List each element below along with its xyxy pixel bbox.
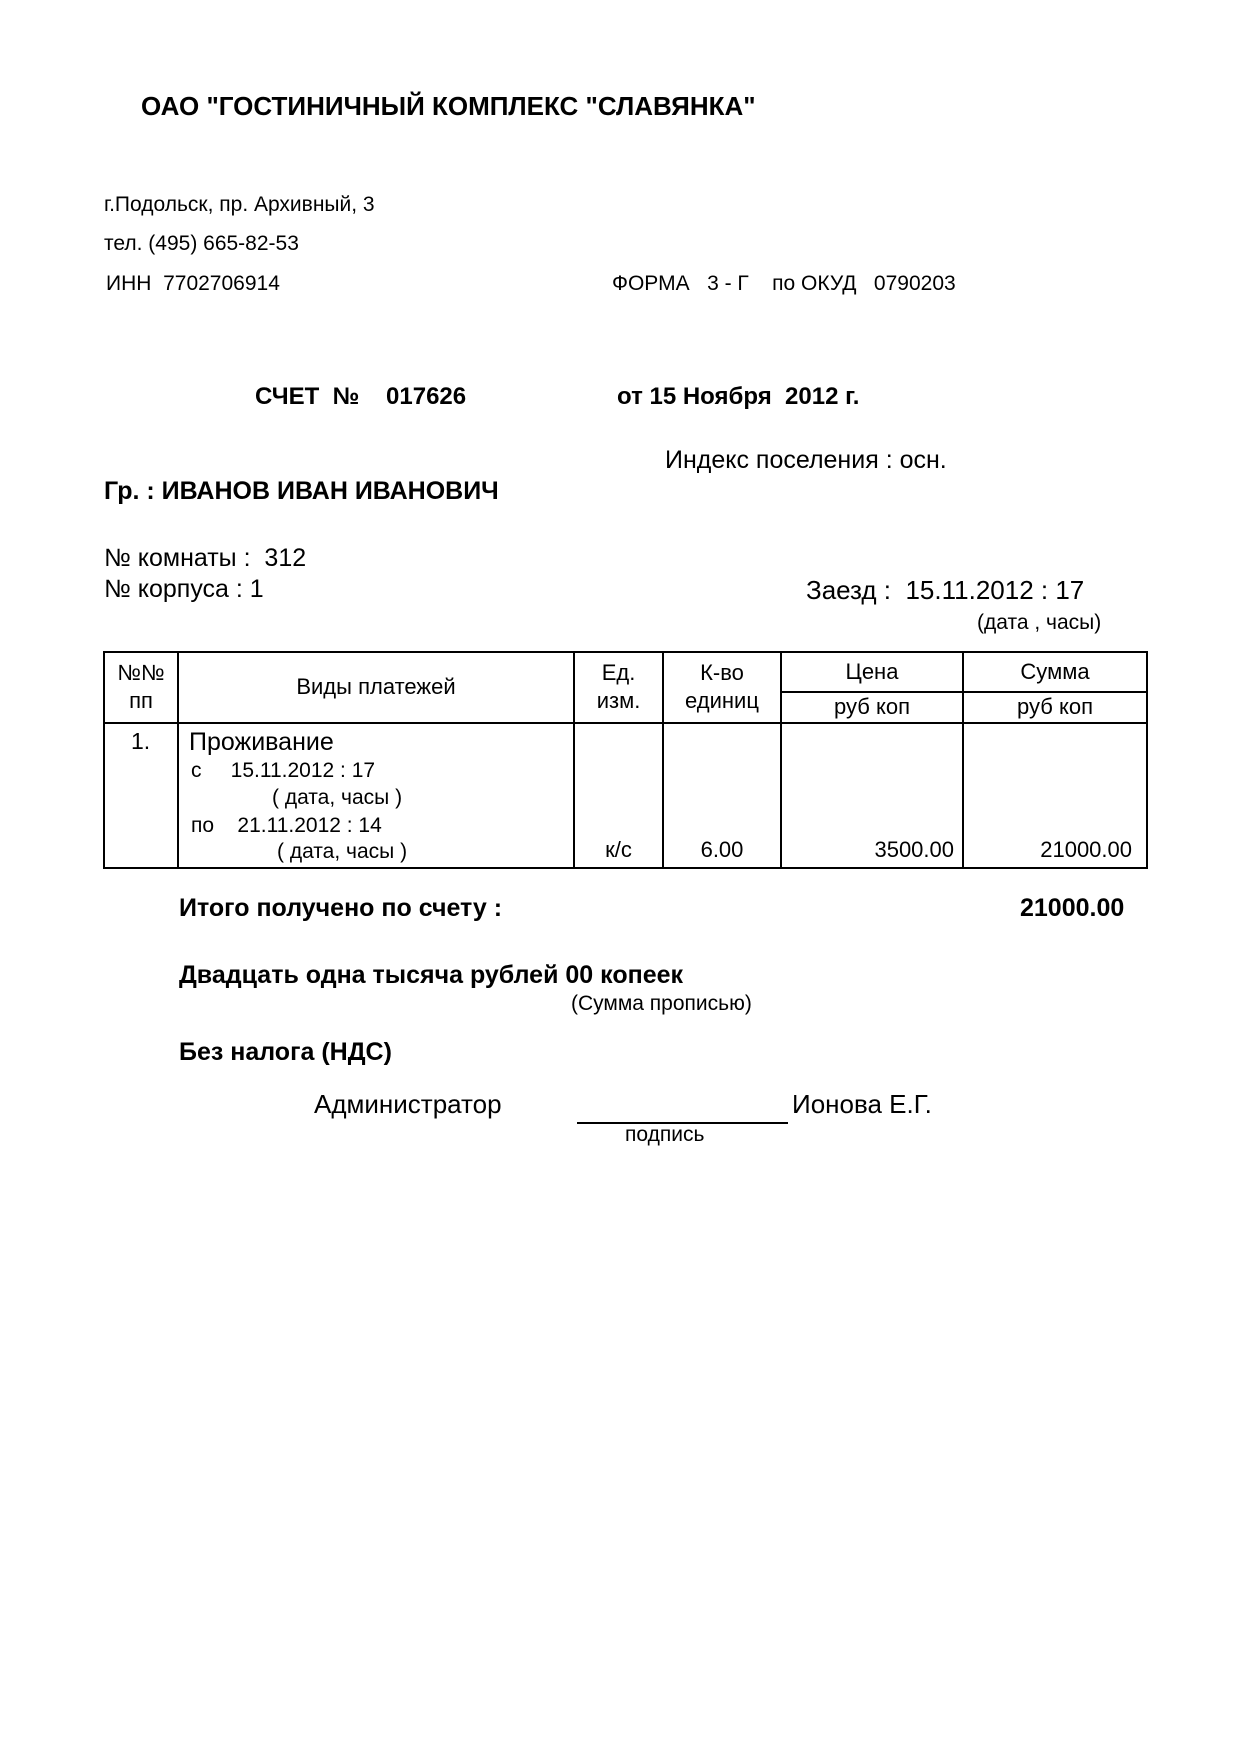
form-code: ФОРМА 3 - Г по ОКУД 0790203 bbox=[612, 272, 956, 295]
col-header-qty-top: К-во bbox=[700, 659, 744, 685]
signer-name: Ионова Е.Г. bbox=[792, 1089, 932, 1119]
table-row bbox=[104, 723, 1147, 868]
guest-name: Гр. : ИВАНОВ ИВАН ИВАНОВИЧ bbox=[104, 477, 499, 505]
col-header-type: Виды платежей bbox=[178, 652, 574, 723]
row-sum: 21000.00 bbox=[963, 723, 1147, 868]
tax-note: Без налога (НДС) bbox=[179, 1038, 392, 1066]
building-number: № корпуса : 1 bbox=[104, 575, 264, 603]
row-unit: к/с bbox=[574, 723, 663, 868]
row-from: с 15.11.2012 : 17 bbox=[191, 758, 376, 782]
col-header-sum: Сумма bbox=[963, 652, 1147, 692]
col-header-unit bbox=[574, 652, 663, 723]
signer-role: Администратор bbox=[314, 1089, 502, 1119]
row-to: по 21.11.2012 : 14 bbox=[191, 813, 382, 837]
company-name: ОАО "ГОСТИНИЧНЫЙ КОМПЛЕКС "СЛАВЯНКА" bbox=[141, 91, 756, 121]
invoice-number: СЧЕТ № 017626 bbox=[255, 383, 467, 410]
checkin-note: (дата , часы) bbox=[977, 611, 1102, 634]
row-type-cell bbox=[178, 723, 574, 868]
settlement-index: Индекс поселения : осн. bbox=[665, 446, 947, 474]
row-num-cell bbox=[104, 723, 178, 868]
col-header-price: Цена bbox=[781, 652, 963, 692]
row-type: Проживание bbox=[189, 727, 334, 756]
col-header-unit-top: Ед. bbox=[601, 659, 636, 685]
row-price: 3500.00 bbox=[781, 723, 963, 868]
total-label: Итого получено по счету : bbox=[179, 894, 503, 922]
row-num: 1. bbox=[131, 727, 151, 754]
row-from-note: ( дата, часы ) bbox=[272, 785, 403, 809]
col-header-num-top: №№ bbox=[117, 659, 165, 685]
row-to-note: ( дата, часы ) bbox=[277, 839, 408, 863]
company-phone: тел. (495) 665-82-53 bbox=[104, 232, 299, 255]
payments-table bbox=[103, 651, 1148, 869]
col-header-num-bottom: пп bbox=[129, 688, 153, 714]
checkin-datetime: Заезд : 15.11.2012 : 17 bbox=[806, 575, 1085, 605]
total-value: 21000.00 bbox=[1020, 894, 1125, 922]
company-inn: ИНН 7702706914 bbox=[106, 272, 280, 295]
col-header-qty-bottom: единиц bbox=[685, 688, 759, 714]
total-in-words-note: (Сумма прописью) bbox=[571, 992, 752, 1015]
row-qty: 6.00 bbox=[663, 723, 781, 868]
col-header-unit-bottom: изм. bbox=[596, 688, 641, 714]
col-header-num bbox=[104, 652, 178, 723]
col-header-price-sub: руб коп bbox=[781, 692, 963, 723]
col-header-sum-sub: руб коп bbox=[963, 692, 1147, 723]
room-number: № комнаты : 312 bbox=[104, 544, 307, 572]
total-in-words: Двадцать одна тысяча рублей 00 копеек bbox=[179, 961, 684, 989]
col-header-qty bbox=[663, 652, 781, 723]
company-address: г.Подольск, пр. Архивный, 3 bbox=[104, 193, 375, 216]
signature-note: подпись bbox=[625, 1123, 705, 1146]
invoice-date: от 15 Ноября 2012 г. bbox=[617, 383, 860, 410]
